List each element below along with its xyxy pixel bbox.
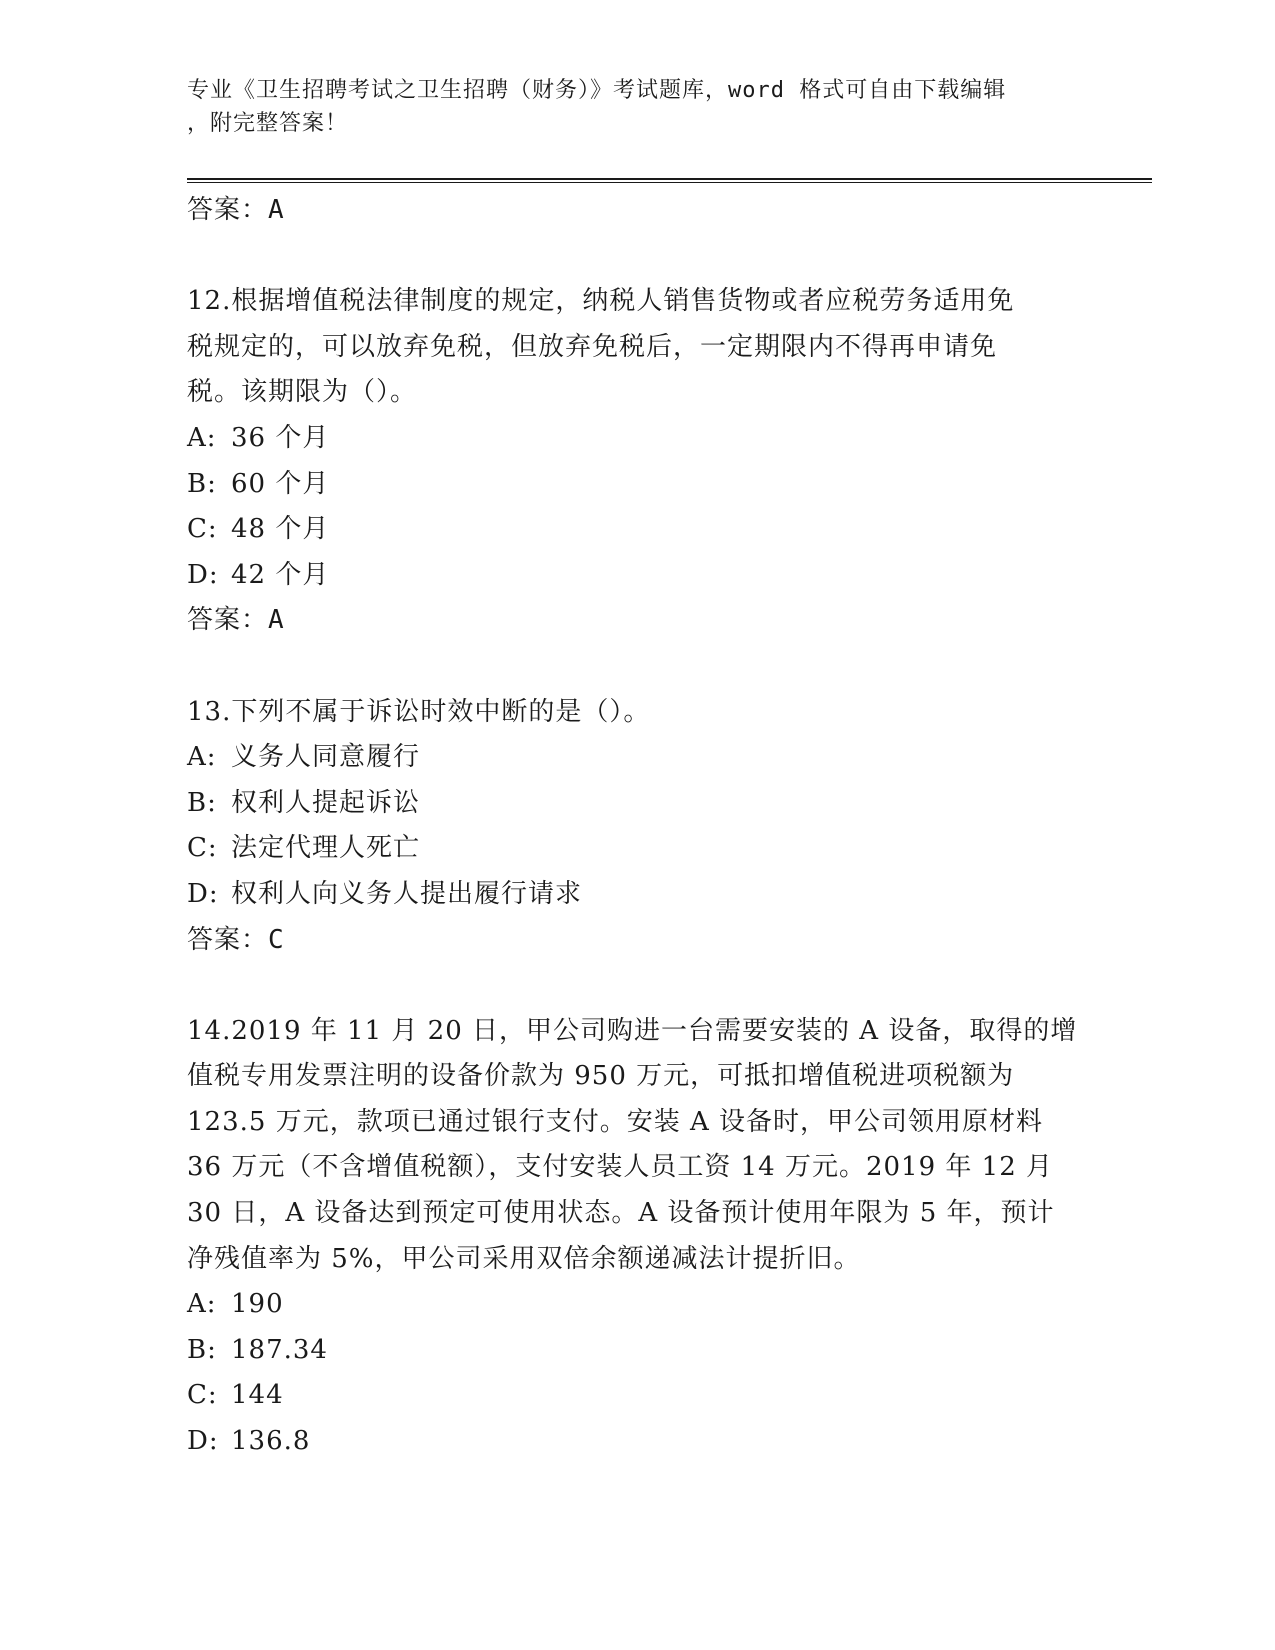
question-12: [187, 279, 1087, 644]
option-text: 60 个月: [231, 468, 330, 499]
question-stem-line: 值税专用发票注明的设备价款为 950 万元，可抵扣增值税进项税额为: [187, 1061, 1015, 1092]
option-text: 136.8: [231, 1426, 311, 1457]
question-13: [187, 690, 1087, 964]
option-text: 187.34: [231, 1334, 328, 1365]
header-divider: [187, 178, 1152, 183]
header-line-2: ，附完整答案！: [187, 111, 349, 136]
document-header: [187, 74, 1077, 140]
option-text: 42 个月: [231, 559, 330, 590]
option-letter: C:: [187, 833, 218, 864]
option-letter: A:: [187, 422, 217, 453]
question-14: [187, 1009, 1087, 1465]
previous-answer: 答案：A: [187, 195, 285, 225]
question-stem-line: 净残值率为 5%，甲公司采用双倍余额递减法计提折旧。: [187, 1243, 861, 1274]
question-stem-line: 30 日，A 设备达到预定可使用状态。A 设备预计使用年限为 5 年，预计: [187, 1198, 1055, 1229]
option-text: 义务人同意履行: [231, 742, 421, 773]
option-letter: B:: [187, 787, 217, 818]
option-a: [187, 735, 1087, 781]
option-letter: D:: [187, 1426, 219, 1457]
answer-line: 答案：C: [187, 924, 285, 955]
question-stem-line: 税规定的，可以放弃免税，但放弃免税后，一定期限内不得再申请免: [187, 331, 998, 362]
option-a: [187, 416, 1087, 462]
option-text: 190: [231, 1289, 284, 1320]
option-letter: D:: [187, 878, 219, 909]
option-a: [187, 1282, 1087, 1328]
question-stem-line: 36 万元（不含增值税额），支付安装人员工资 14 万元。2019 年 12 月: [187, 1152, 1054, 1183]
option-letter: B:: [187, 468, 217, 499]
spacer: [187, 234, 1087, 280]
option-d: [187, 872, 1087, 918]
question-stem-line: 12.根据增值税法律制度的规定，纳税人销售货物或者应税劳务适用免: [187, 286, 1015, 317]
question-list: [187, 188, 1087, 1465]
option-d: [187, 1419, 1087, 1465]
option-letter: C:: [187, 1380, 218, 1411]
option-c: [187, 826, 1087, 872]
answer-line: 答案：A: [187, 605, 285, 636]
option-b: [187, 1328, 1087, 1374]
option-b: [187, 462, 1087, 508]
option-letter: A:: [187, 1289, 217, 1320]
question-stem-line: 税。该期限为（）。: [187, 377, 418, 408]
option-letter: C:: [187, 514, 218, 545]
question-stem-line: 123.5 万元，款项已通过银行支付。安装 A 设备时，甲公司领用原材料: [187, 1106, 1044, 1137]
option-text: 权利人向义务人提出履行请求: [231, 878, 583, 909]
option-c: [187, 507, 1087, 553]
option-c: [187, 1373, 1087, 1419]
option-text: 48 个月: [231, 514, 330, 545]
spacer: [187, 963, 1087, 1009]
option-text: 144: [231, 1380, 284, 1411]
option-text: 法定代理人死亡: [231, 833, 421, 864]
question-stem-line: 13.下列不属于诉讼时效中断的是（）。: [187, 696, 651, 727]
option-text: 36 个月: [231, 422, 330, 453]
option-text: 权利人提起诉讼: [231, 787, 421, 818]
option-d: [187, 553, 1087, 599]
option-letter: B:: [187, 1334, 217, 1365]
question-stem-line: 14.2019 年 11 月 20 日，甲公司购进一台需要安装的 A 设备，取得的增: [187, 1015, 1078, 1046]
spacer: [187, 644, 1087, 690]
header-line-1: 专业《卫生招聘考试之卫生招聘（财务）》考试题库，word 格式可自由下载编辑: [187, 78, 1007, 103]
option-b: [187, 781, 1087, 827]
option-letter: A:: [187, 742, 217, 773]
option-letter: D:: [187, 559, 219, 590]
